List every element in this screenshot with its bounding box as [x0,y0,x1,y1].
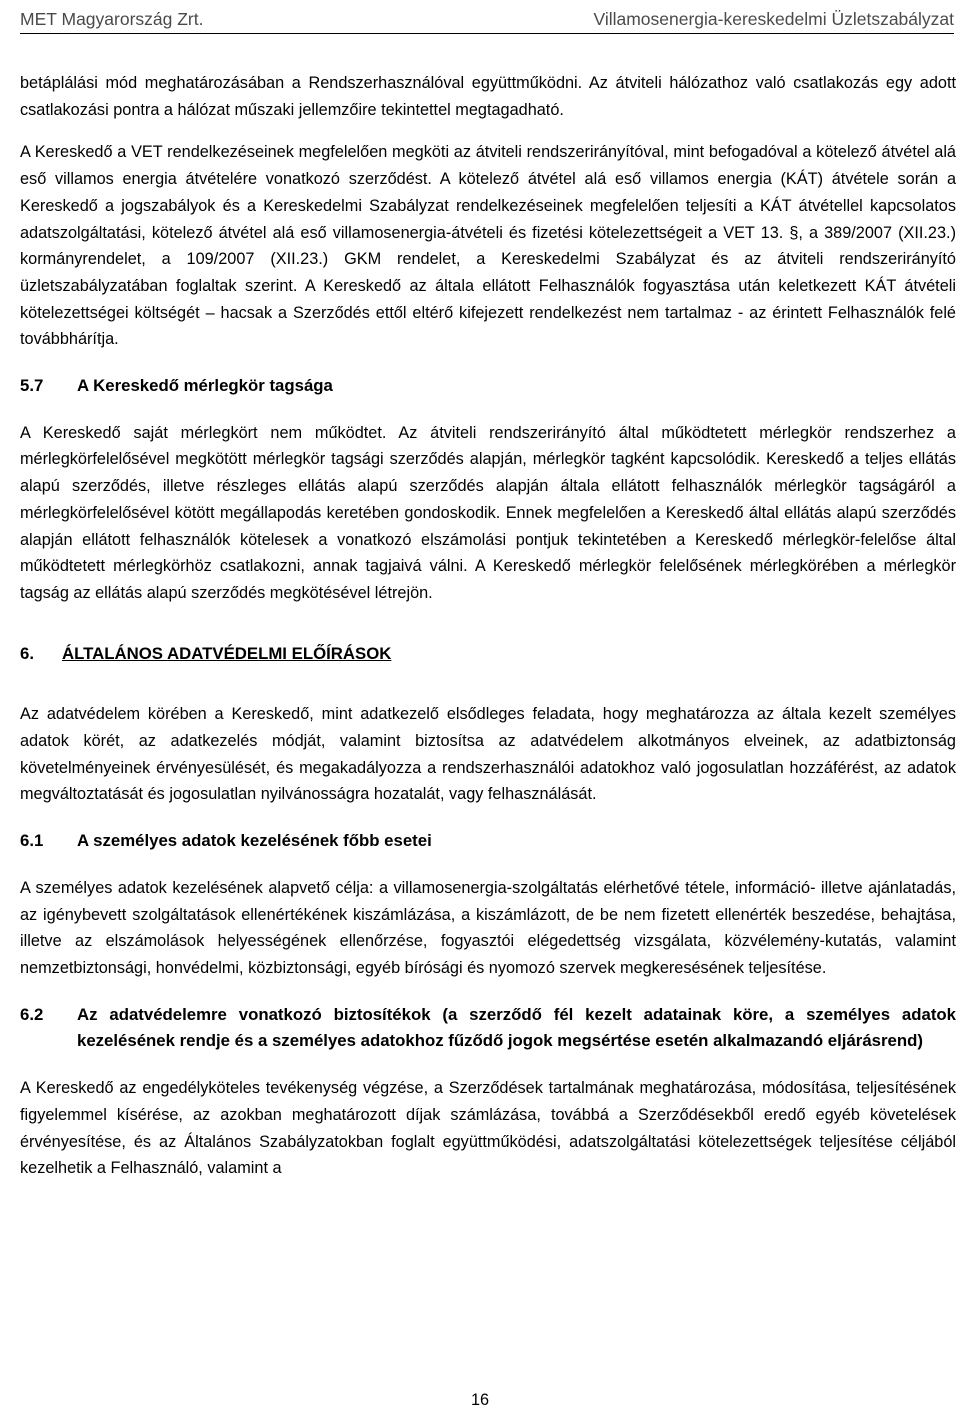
paragraph-data-handling: A Kereskedő az engedélyköteles tevékenység végzése, a Szerződések tartalmának meghatározása, módosítása, teljesítésének figyelemmel kísérése, az azokban meghatározott díjak számlázása, továbbá a Szerződésekből eredő egyéb követelések érvényesítése, és az Általános Szabályzatokban foglalt együttműködési, adatszolgáltatási kötelezettségek teljesítése céljából kezelhetik a Felhasználó, valamint a [20,1079,956,1178]
document-body [20,70,956,1182]
header-company: MET Magyarország Zrt. [20,9,204,29]
section-5-7-heading [20,373,956,400]
section-number: 6. [20,643,34,663]
page-header [20,4,954,34]
section-number: 6.1 [20,831,44,851]
section-title: A Kereskedő mérlegkör tagsága [77,376,333,396]
section-6-2-heading [20,1002,956,1055]
header-document-title: Villamosenergia-kereskedelmi Üzletszabályzat [593,9,954,29]
section-number: 6.2 [20,1004,44,1024]
section-title: Az adatvédelemre vonatkozó biztosítékok (a szerződő fél kezelt adatainak köre, a személyes adatok kezelésének rendje és a személyes adatokhoz fűződő jogok megsértése esetén alkalmazandó eljárásrend) [77,1004,956,1051]
section-6-heading [20,641,956,668]
section-title: A személyes adatok kezelésének főbb esetei [77,831,432,851]
section-6-1-heading [20,828,956,855]
page-number: 16 [470,1391,490,1409]
paragraph-network-connection: betáplálási mód meghatározásában a Rendszerhasználóval együttműködni. Az átviteli hálózathoz való csatlakozás egy adott csatlakozási pontra a hálózat műszaki jellemzőire tekintettel megtagadható. [20,74,956,119]
paragraph-data-protection: Az adatvédelem körében a Kereskedő, mint adatkezelő elsődleges feladata, hogy meghatározza az általa kezelt személyes adatok körét, az adatkezelés módját, valamint biztosítsa az adatvédelem alkotmányos elveinek, az adatbiztonság követelményeinek érvényesülését, és megakadályozza a rendszerhasználói adatokhoz való jogosulatlan hozzáférést, az adatok megváltoztatását és jogosulatlan nyilvánosságra hozatalát, vagy felhasználását. [20,705,956,804]
paragraph-kat-obligation: A Kereskedő a VET rendelkezéseinek megfelelően megköti az átviteli rendszerirányítóval, mint befogadóval a kötelező átvétel alá eső villamos energia átvételére vonatkozó szerződést. A kötelező átvétel alá eső villamos energia (KÁT) átvétele során a Kereskedő a jogszabályok és a Kereskedelmi Szabályzat rendelkezéseinek megfelelően teljesíti a KÁT átvétellel kapcsolatos adatszolgáltatási, kötelező átvétel alá eső villamosenergia-átvételi és fizetési kötelezettségeit a VET 13. §, a 389/2007 (XII.23.) kormányrendelet, a 109/2007 (XII.23.) GKM rendelet, a Kereskedelmi Szabályzat és az átviteli rendszerirányító üzletszabályzatában foglaltak szerint. A Kereskedő az általa ellátott Felhasználók fogyasztása után keletkezett KÁT átvételi kötelezettségei költségét – hacsak a Szerződés ettől eltérő kifejezett rendelkezést nem tartalmaz - az érintett Felhasználók felé továbbhárítja. [20,143,956,349]
section-title: ÁLTALÁNOS ADATVÉDELMI ELŐÍRÁSOK [62,643,392,663]
section-number: 5.7 [20,376,44,396]
paragraph-data-purposes: A személyes adatok kezelésének alapvető célja: a villamosenergia-szolgáltatás elérhetővé tétele, információ- illetve ajánlatadás, az igénybevett szolgáltatások ellenértékének kiszámlázása, a kiszámlázott, de be nem fizetett ellenérték beszedése, behajtása, illetve az elszámolások helyességének ellenőrzése, fogyasztói elégedettség vizsgálata, közvélemény-kutatás, valamint nemzetbiztonsági, honvédelmi, közbiztonsági, egyéb bírósági és nyomozó szervek megkeresésének teljesítése. [20,878,956,977]
paragraph-balance-group: A Kereskedő saját mérlegkört nem működtet. Az átviteli rendszerirányító által működtetett mérlegkör rendszerhez a mérlegkörfelelősével megkötött mérlegkör tagsági szerződés alapján, mérlegkör tagként kapcsolódik. Kereskedő a teljes ellátás alapú szerződés, illetve részleges ellátás alapú szerződés alapján általa ellátott felhasználók mérlegkör tagságáról a mérlegkörfelelősével kötött megállapodás keretében gondoskodik. Ennek megfelelően a Kereskedő által ellátás alapú szerződés alapján ellátott felhasználók kötelesek a vonatkozó elszámolási pontjuk tekintetében a Kereskedő mérlegkör-felelőse által működtetett mérlegkörhöz csatlakozni, annak tagjaivá válni. A Kereskedő mérlegkör felelősének mérlegkörében a mérlegkör tagság az ellátás alapú szerződés megkötésével létrejön. [20,423,956,602]
